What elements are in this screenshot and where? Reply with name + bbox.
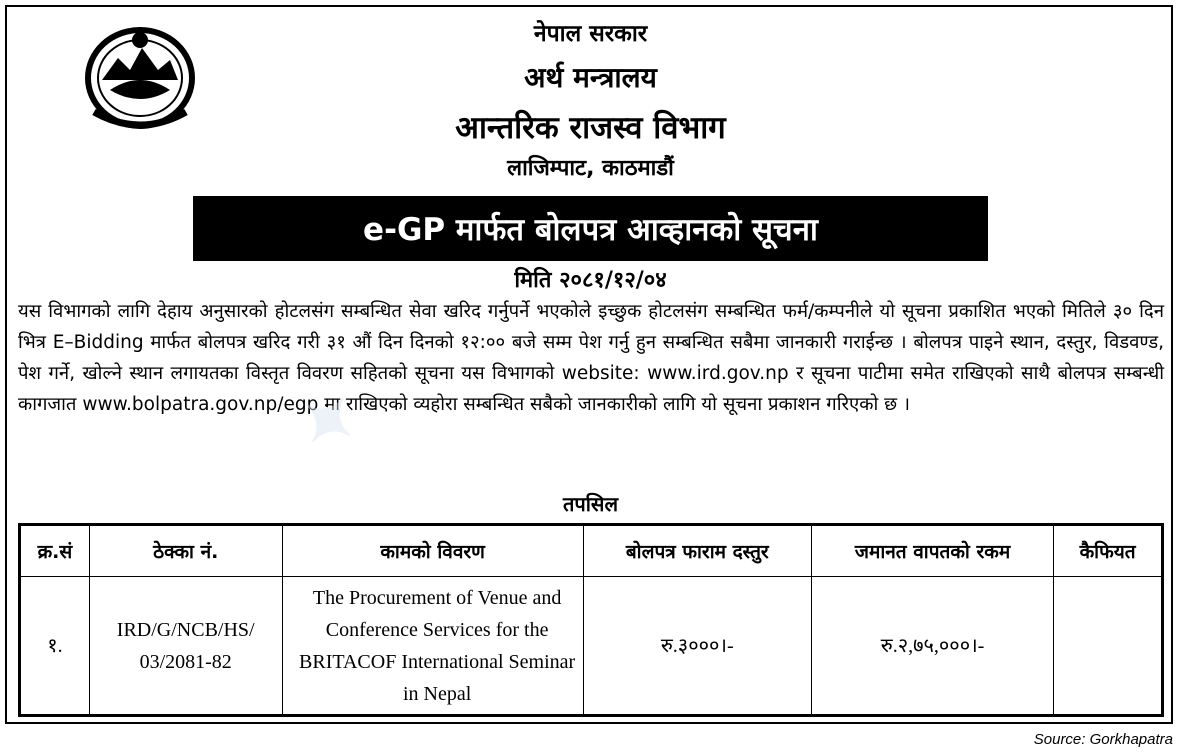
notice-title: e-GP मार्फत बोलपत्र आव्हानको सूचना (193, 196, 988, 261)
col-header-sn: क्र.सं (20, 525, 90, 577)
schedule-heading: तपसिल (562, 492, 619, 516)
cell-sn: १. (20, 577, 90, 716)
watermark-icon: ✦ (280, 374, 379, 468)
tender-table (18, 523, 1164, 717)
col-header-contract-no: ठेक्का नं. (89, 525, 282, 577)
source-credit: Source: Gorkhapatra (1033, 731, 1173, 748)
department-name: आन्तरिक राजस्व विभाग (455, 110, 726, 146)
cell-description: The Procurement of Venue and Conference Services for the BRITACOF International Seminar in Nepal (282, 577, 583, 716)
col-header-remarks: कैफियत (1054, 525, 1163, 577)
table-header-row (20, 525, 1163, 577)
col-header-form-fee: बोलपत्र फाराम दस्तुर (583, 525, 811, 577)
notice-body: यस विभागको लागि देहाय अनुसारको होटलसंग सम्बन्धित सेवा खरिद गर्नुपर्ने भएकोले इच्छुक होटलसंग सम्बन्धित फर्म/कम्पनीले यो सूचना प्रकाशित भएको मितिले ३० दिन भित्र E–Bidding मार्फत बोलपत्र खरिद गरी ३१ औं दिन दिनको १२:०० बजे सम्म पेश गर्नु हुन सम्बन्धित सबैमा जानकारी गराईन्छ । बोलपत्र पाइने स्थान, दस्तुर, विडवण्ड, पेश गर्ने, खोल्ने स्थान लगायतका विस्तृत विवरण सहितको सूचना यस विभागको website: www.ird.gov.np र सूचना पाटीमा समेत राखिएको साथै बोलपत्र सम्बन्धी कागजात www.bolpatra.gov.np/egp मा राखिएको व्यहोरा सम्बन्धित सबैको जानकारीको लागि यो सूचना प्रकाशन गरिएको छ । (18, 301, 1164, 415)
cell-form-fee: रु.३०००।- (583, 577, 811, 716)
col-header-bid-security: जमानत वापतको रकम (811, 525, 1053, 577)
government-name: नेपाल सरकार (533, 21, 648, 47)
cell-remarks (1054, 577, 1163, 716)
notice-date: मिति २०८१/१२/०४ (514, 268, 667, 293)
table-row (20, 577, 1163, 716)
office-location: लाजिम्पाट, काठमाडौं (507, 156, 674, 181)
col-header-description: कामको विवरण (282, 525, 583, 577)
ministry-name: अर्थ मन्त्रालय (524, 61, 657, 94)
cell-contract-no: IRD/G/NCB/HS/ 03/2081-82 (89, 577, 282, 716)
cell-bid-security: रु.२,७५,०००।- (811, 577, 1053, 716)
